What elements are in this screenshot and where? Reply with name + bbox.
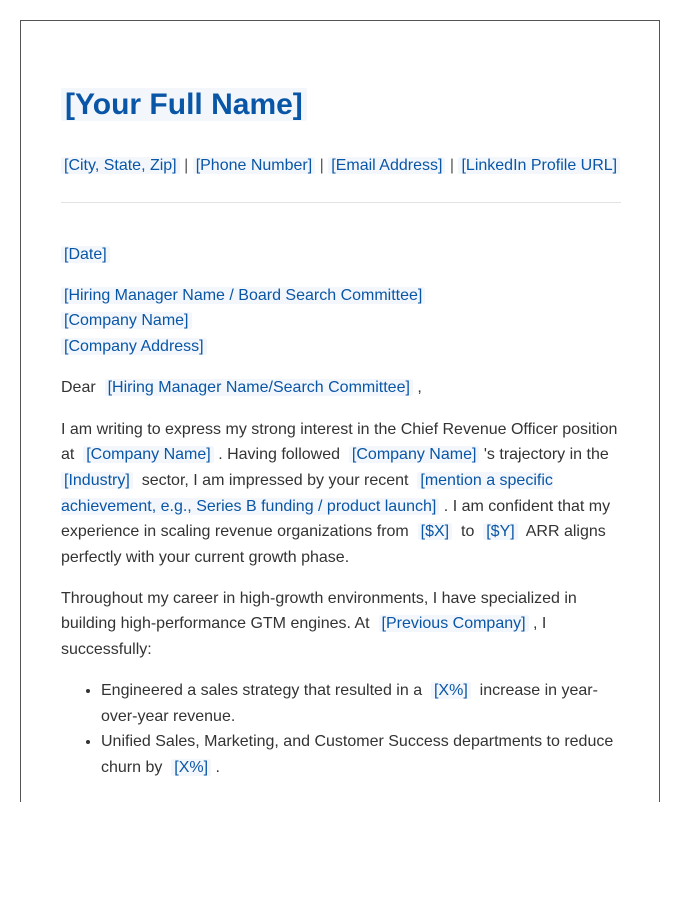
linkedin-placeholder: [LinkedIn Profile URL] (458, 157, 620, 174)
paragraph-text: . Having followed (218, 446, 341, 464)
paragraph-text: sector, I am impressed by your recent (141, 471, 409, 489)
list-item (101, 729, 621, 780)
letter-content (61, 85, 621, 781)
applicant-name-heading (61, 85, 621, 125)
phone-placeholder: [Phone Number] (193, 157, 316, 174)
recipient-block (61, 283, 621, 360)
recipient-address-placeholder: [Company Address] (61, 338, 207, 355)
body-paragraph-1 (61, 417, 621, 571)
contact-separator: | (184, 157, 189, 174)
percent-placeholder: [X%] (431, 682, 471, 699)
date-line (61, 242, 621, 268)
industry-placeholder: [Industry] (61, 472, 133, 489)
paragraph-text: , I successfully: (61, 615, 547, 659)
applicant-name-placeholder: [Your Full Name] (61, 88, 307, 121)
list-item-text: increase in year-over-year revenue. (101, 681, 598, 725)
salutation-suffix: , (417, 378, 422, 396)
recipient-address-line (61, 334, 621, 360)
achievement-placeholder: [mention a specific achievement, e.g., Series B funding / product launch] (61, 471, 553, 515)
paragraph-text: . I am confident that my experience in scaling revenue organizations from (61, 497, 611, 541)
contact-separator: | (319, 157, 324, 174)
salutation (61, 375, 621, 401)
company-name-placeholder: [Company Name] (83, 446, 214, 463)
recipient-name-placeholder: [Hiring Manager Name / Board Search Committee] (61, 287, 425, 304)
document-page (20, 20, 660, 802)
paragraph-text: I am writing to express my strong interest in the Chief Revenue Officer position at (61, 420, 618, 464)
percent-placeholder: [X%] (171, 759, 211, 776)
revenue-from-placeholder: [$X] (418, 523, 452, 540)
city-placeholder: [City, State, Zip] (61, 157, 180, 174)
paragraph-text: 's trajectory in the (483, 446, 609, 464)
paragraph-text: to (461, 523, 475, 541)
list-item-text: . (215, 758, 220, 776)
contact-separator: | (449, 157, 455, 174)
list-item (101, 678, 621, 729)
salutation-prefix: Dear (61, 378, 96, 396)
paragraph-text: ARR aligns perfectly with your current growth phase. (61, 523, 606, 567)
paragraph-text: Throughout my career in high-growth environments, I have specialized in building high-performance GTM engines. At (61, 589, 577, 633)
email-placeholder: [Email Address] (328, 157, 445, 174)
company-name-placeholder: [Company Name] (349, 446, 480, 463)
list-item-text: Engineered a sales strategy that resulted in a (101, 681, 423, 699)
salutation-name-placeholder: [Hiring Manager Name/Search Committee] (105, 379, 413, 396)
recipient-name-line (61, 283, 621, 309)
recipient-company-placeholder: [Company Name] (61, 312, 192, 329)
achievements-list (61, 678, 621, 781)
recipient-company-line (61, 308, 621, 334)
date-placeholder: [Date] (61, 246, 110, 263)
list-item-text: Unified Sales, Marketing, and Customer Success departments to reduce churn by (101, 733, 614, 776)
contact-line (61, 153, 621, 178)
body-paragraph-2 (61, 586, 621, 663)
previous-company-placeholder: [Previous Company] (379, 615, 529, 632)
revenue-to-placeholder: [$Y] (483, 523, 517, 540)
header-divider (61, 202, 621, 203)
